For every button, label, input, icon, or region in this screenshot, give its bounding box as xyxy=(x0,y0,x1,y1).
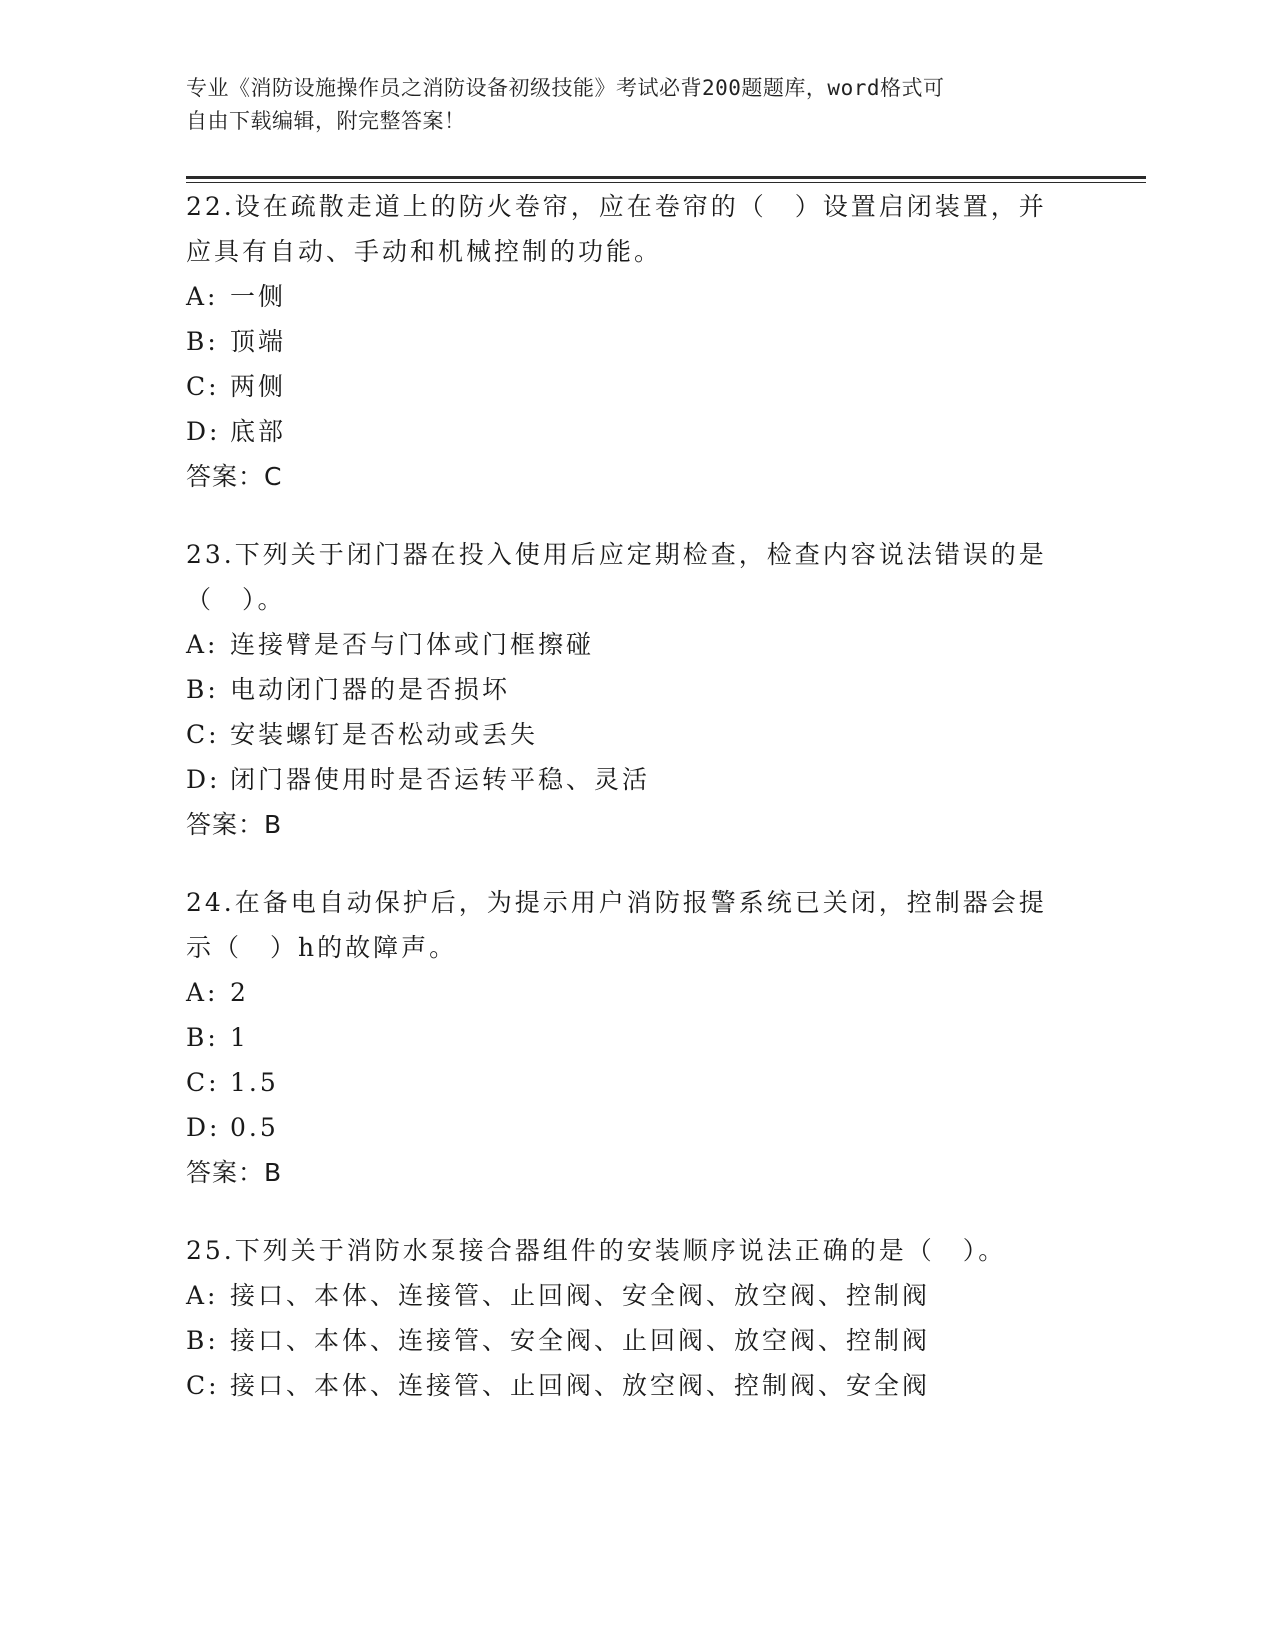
option-d xyxy=(186,1105,1086,1150)
option-text: 顶端 xyxy=(230,327,287,356)
header-divider-thin xyxy=(186,182,1146,183)
option-letter: A: xyxy=(186,978,219,1007)
option-text: 接口、本体、连接管、止回阀、安全阀、放空阀、控制阀 xyxy=(230,1281,931,1310)
option-letter: B: xyxy=(186,327,219,356)
answer-label: 答案：B xyxy=(186,1158,283,1187)
option-text: 电动闭门器的是否损坏 xyxy=(230,675,511,704)
option-text: 接口、本体、连接管、止回阀、放空阀、控制阀、安全阀 xyxy=(230,1371,931,1400)
header-divider-thick xyxy=(186,176,1146,179)
option-text: 底部 xyxy=(230,417,287,446)
option-text: 两侧 xyxy=(230,372,287,401)
question-text-line: 22.设在疏散走道上的防火卷帘，应在卷帘的（ ）设置启闭装置，并 xyxy=(186,192,1047,221)
question-text-line: （ ）。 xyxy=(186,585,286,614)
option-b xyxy=(186,1318,1086,1363)
option-c xyxy=(186,712,1086,757)
question-text-line: 示（ ）h的故障声。 xyxy=(186,933,458,962)
option-text: 一侧 xyxy=(230,282,287,311)
option-letter: B: xyxy=(186,1326,219,1355)
question-text-line: 24.在备电自动保护后，为提示用户消防报警系统已关闭，控制器会提 xyxy=(186,888,1047,917)
option-letter: C: xyxy=(186,372,220,401)
option-c xyxy=(186,364,1086,409)
option-text: 安装螺钉是否松动或丢失 xyxy=(230,720,539,749)
option-c xyxy=(186,1060,1086,1105)
answer-label: 答案：C xyxy=(186,462,283,491)
option-letter: B: xyxy=(186,675,219,704)
option-letter: D: xyxy=(186,1113,221,1142)
option-text: 2 xyxy=(230,978,249,1007)
document-header xyxy=(186,72,1066,138)
option-b xyxy=(186,319,1086,364)
header-line-1: 专业《消防设施操作员之消防设备初级技能》考试必背200题题库，word格式可 xyxy=(186,76,945,100)
option-a xyxy=(186,970,1086,1015)
option-letter: A: xyxy=(186,1281,219,1310)
option-letter: B: xyxy=(186,1023,219,1052)
option-text: 1.5 xyxy=(230,1068,279,1097)
option-d xyxy=(186,409,1086,454)
option-b xyxy=(186,1015,1086,1060)
option-text: 闭门器使用时是否运转平稳、灵活 xyxy=(230,765,651,794)
option-c xyxy=(186,1363,1086,1408)
header-line-2: 自由下载编辑，附完整答案！ xyxy=(186,109,466,133)
answer-label: 答案：B xyxy=(186,810,283,839)
question-text-line: 应具有自动、手动和机械控制的功能。 xyxy=(186,237,663,266)
option-d xyxy=(186,757,1086,802)
question-25 xyxy=(186,1228,1086,1408)
option-text: 接口、本体、连接管、安全阀、止回阀、放空阀、控制阀 xyxy=(230,1326,931,1355)
option-letter: C: xyxy=(186,1068,220,1097)
option-letter: D: xyxy=(186,417,221,446)
question-24 xyxy=(186,880,1086,1195)
question-23 xyxy=(186,532,1086,847)
option-letter: C: xyxy=(186,720,220,749)
option-letter: C: xyxy=(186,1371,220,1400)
question-22 xyxy=(186,184,1086,499)
option-text: 1 xyxy=(230,1023,249,1052)
option-letter: A: xyxy=(186,282,219,311)
option-a xyxy=(186,274,1086,319)
option-letter: D: xyxy=(186,765,221,794)
option-text: 0.5 xyxy=(230,1113,279,1142)
option-a xyxy=(186,622,1086,667)
question-text-line: 23.下列关于闭门器在投入使用后应定期检查，检查内容说法错误的是 xyxy=(186,540,1047,569)
option-b xyxy=(186,667,1086,712)
question-text-line: 25.下列关于消防水泵接合器组件的安装顺序说法正确的是（ ）。 xyxy=(186,1236,1007,1265)
option-letter: A: xyxy=(186,630,219,659)
option-text: 连接臂是否与门体或门框擦碰 xyxy=(230,630,595,659)
option-a xyxy=(186,1273,1086,1318)
